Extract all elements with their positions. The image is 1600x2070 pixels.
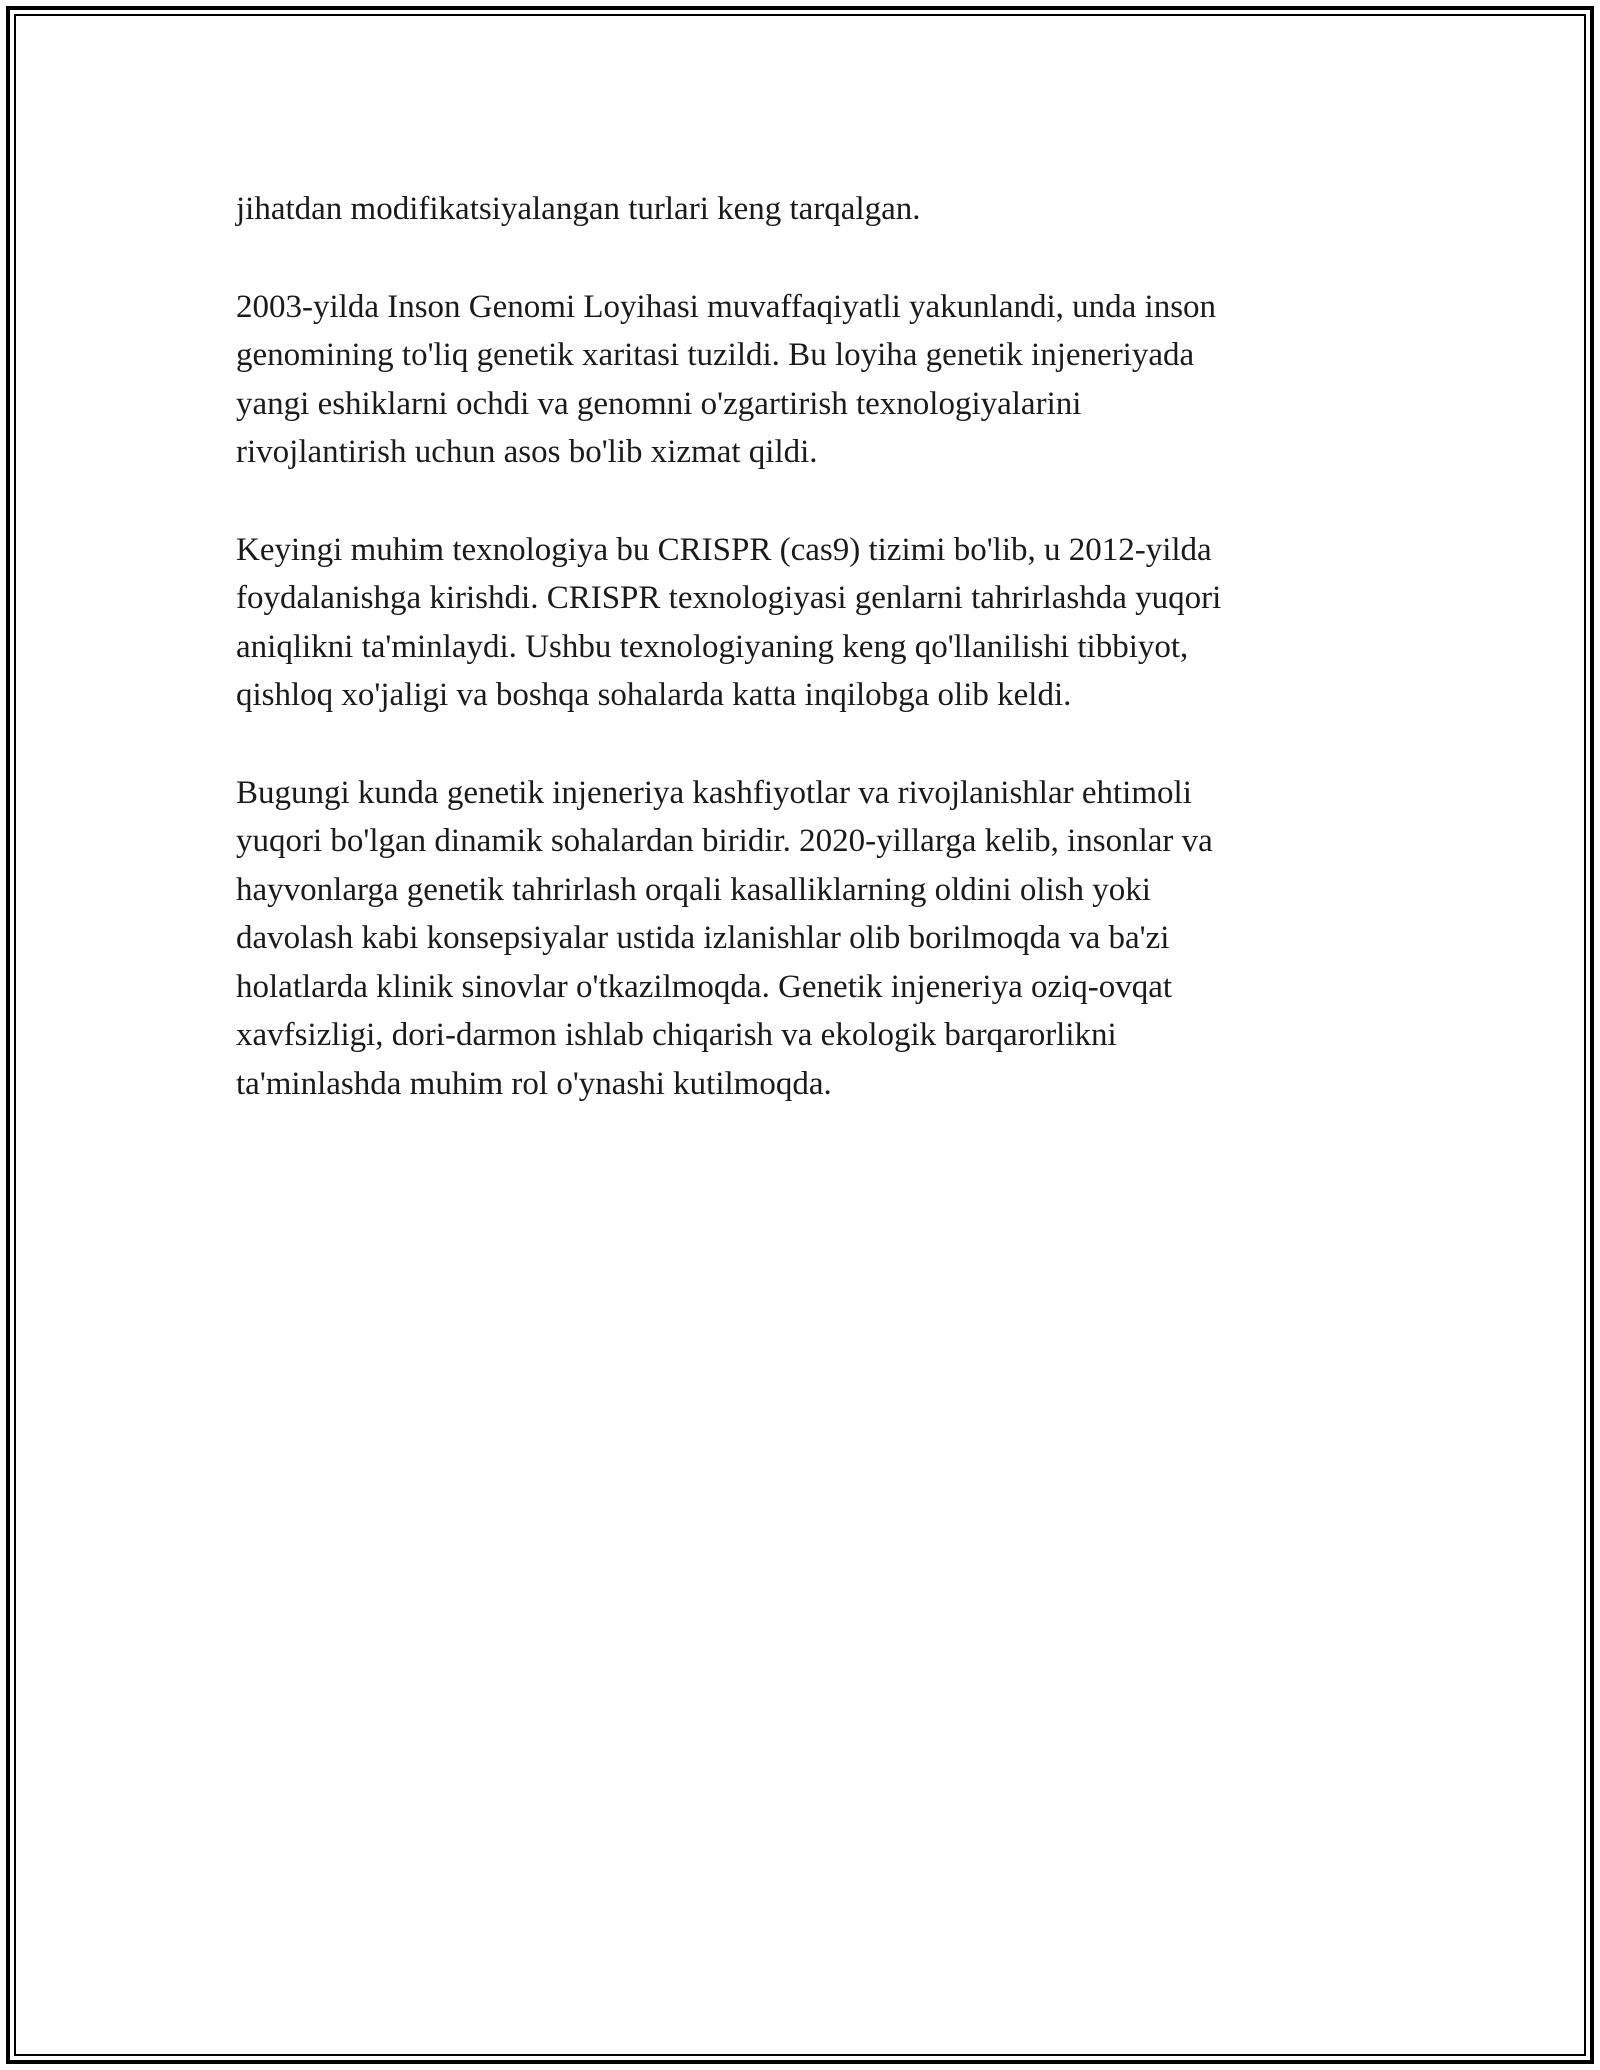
text-line: genomining to'liq genetik xaritasi tuzildi. Bu loyiha genetik injeneriyada [236, 337, 1195, 373]
text-line: holatlarda klinik sinovlar o'tkazilmoqda. Genetik injeneriya oziq-ovqat [236, 968, 1173, 1005]
text-line: 2003-yilda Inson Genomi Loyihasi muvaffaqiyatli yakunlandi, unda inson [236, 288, 1217, 325]
text-line: foydalanishga kirishdi. CRISPR texnologiyasi genlarni tahrirlashda yuqori [236, 580, 1222, 616]
text-line: aniqlikni ta'minlaydi. Ushbu texnologiyaning keng qo'llanilishi tibbiyot, [236, 628, 1189, 665]
paragraph-3 [236, 526, 1356, 720]
text-line: yangi eshiklarni ochdi va genomni o'zgartirish texnologiyalarini [236, 385, 1082, 422]
text-line: xavfsizligi, dori-darmon ishlab chiqarish va ekologik barqarorlikni [236, 1017, 1117, 1053]
text-line: yuqori bo'lgan dinamik sohalardan biridir. 2020-yillarga kelib, insonlar va [236, 823, 1213, 859]
text-line: jihatdan modifikatsiyalangan turlari keng tarqalgan. [236, 191, 921, 227]
text-line: ta'minlashda muhim rol o'ynashi kutilmoqda. [236, 1065, 832, 1102]
paragraph-2 [236, 283, 1356, 477]
text-line: rivojlantirish uchun asos bo'lib xizmat qildi. [236, 434, 818, 470]
document-body [236, 185, 1356, 1157]
text-line: Keyingi muhim texnologiya bu CRISPR (cas9) tizimi bo'lib, u 2012-yilda [236, 531, 1212, 568]
text-line: hayvonlarga genetik tahrirlash orqali kasalliklarning oldini olish yoki [236, 871, 1151, 908]
text-line: davolash kabi konsepsiyalar ustida izlanishlar olib borilmoqda va ba'zi [236, 920, 1170, 956]
text-line: Bugungi kunda genetik injeneriya kashfiyotlar va rivojlanishlar ehtimoli [236, 774, 1192, 811]
paragraph-4 [236, 769, 1356, 1109]
text-line: qishloq xo'jaligi va boshqa sohalarda katta inqilobga olib keldi. [236, 677, 1072, 713]
paragraph-1 [236, 185, 1356, 234]
